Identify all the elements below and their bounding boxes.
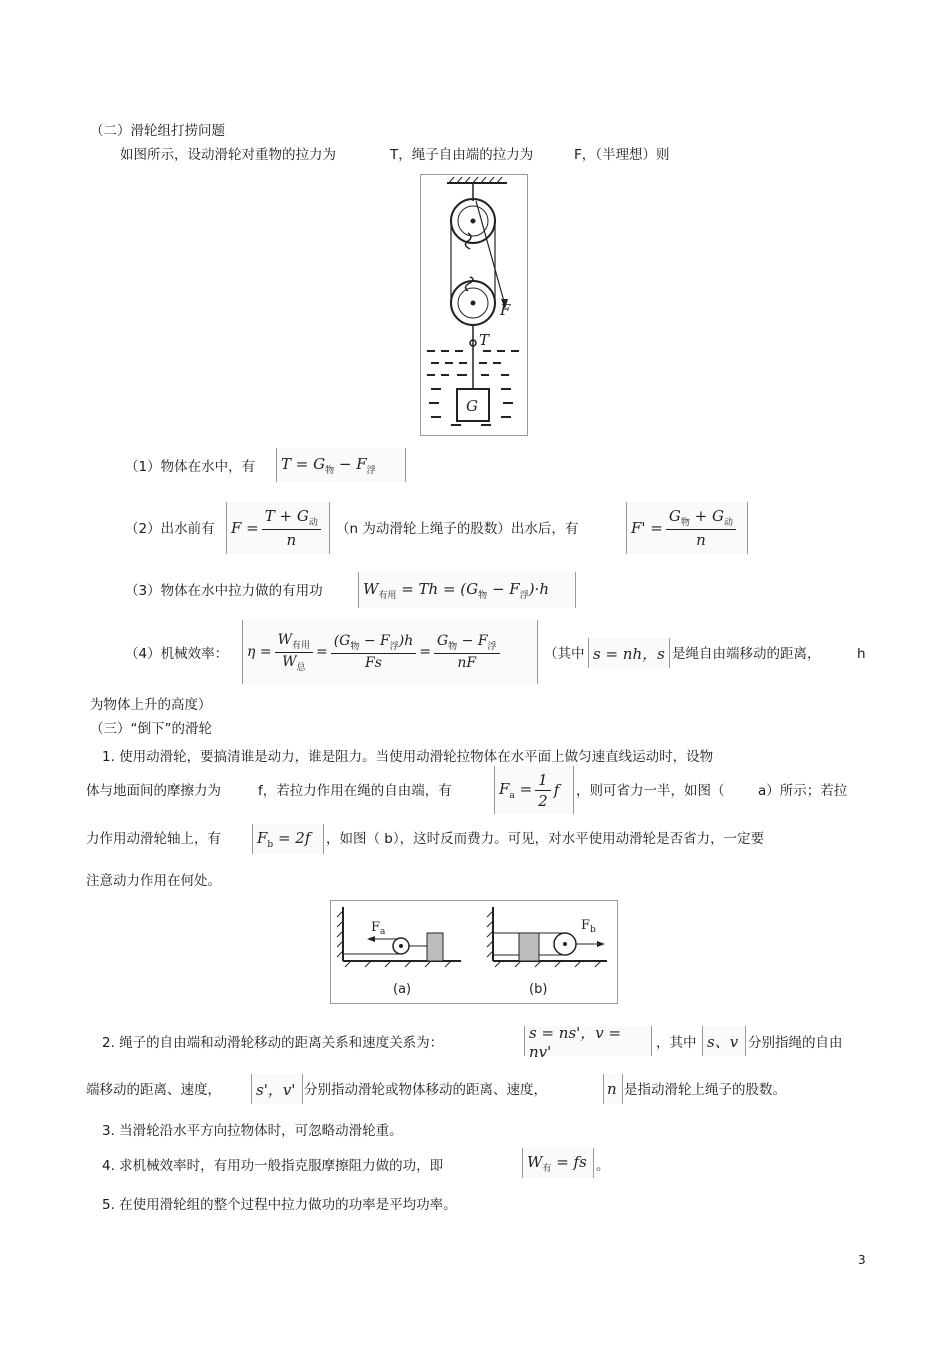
pulley-diagram (420, 174, 528, 436)
para-2-text-e: 分别指动滑轮或物体移动的距离、速度， (304, 1082, 547, 1098)
section-heading-3: （三）“倒下”的滑轮 (90, 721, 212, 737)
tension-t-label: T (479, 331, 490, 349)
formula-n: n (603, 1074, 623, 1104)
item-4-text-h: h (857, 646, 866, 662)
weight-g-label: G (466, 397, 478, 415)
formula-f-after: F' = $\frac{G_物 + G_动}{n}$ (626, 502, 748, 554)
block-b (519, 933, 539, 961)
formula-efficiency: η = $\frac{W_{有用}}{W_总}$ = $\frac{(G_物 - F_浮)h}{Fs}$ = $\frac{G_物 - F_浮}{nF}$ (242, 620, 538, 684)
page-number: 3 (858, 1253, 866, 1267)
item-2-text-b: （n 为动滑轮上绳子的股数）出水后，有 (336, 521, 579, 537)
formula-t-equals: $T = G_物 - F_浮$ (276, 448, 406, 482)
formula-fa-half: $F_a$ = $\frac{1}{2}$ f (494, 766, 574, 814)
para-2-text-d: 端移动的距离、速度， (86, 1082, 221, 1098)
item-4-text-e: 为物体上升的高度） (90, 697, 212, 713)
formula-s-v: s、v (702, 1026, 746, 1056)
intro-text-f: F，（半理想）则 (574, 147, 670, 163)
para-2-text-f: 是指动滑轮上绳子的股数。 (624, 1082, 786, 1098)
horizontal-pulley-figure (330, 900, 618, 1004)
para-1-text-b: 体与地面间的摩擦力为 (86, 783, 221, 799)
para-2-text-a: 2. 绳子的自由端和动滑轮移动的距离关系和速度关系为： (102, 1035, 444, 1051)
section-heading-2: （二）滑轮组打捞问题 (90, 123, 225, 139)
formula-fb-double: $F_b = 2f$ (252, 824, 324, 854)
force-b-label: $F_b$ (581, 918, 596, 935)
para-1-line-1: 1. 使用动滑轮，要搞清谁是动力，谁是阻力。当使用动滑轮拉物体在水平面上做匀速直线运动时，设物 (102, 749, 714, 765)
label-b: (b) (529, 982, 548, 997)
label-a: (a) (393, 982, 412, 997)
formula-useful-work: $W_{有用} = Th = (G_物 - F_浮)\cdot h$ (358, 572, 576, 608)
pulley-svg (421, 175, 527, 435)
item-1-text: （1）物体在水中，有 (125, 459, 256, 475)
item-4-text-c: 是绳自由端移动的距离， (672, 646, 821, 662)
para-1-text-e: a）所示；若拉 (758, 783, 848, 799)
horizontal-pulley-svg (331, 901, 617, 1003)
para-2-text-c: 分别指绳的自由 (748, 1035, 843, 1051)
item-2-text-a: （2）出水前有 (125, 521, 215, 537)
item-4-text-b: （其中 (544, 646, 585, 662)
formula-w-fs: $W_有$ = fs (522, 1148, 594, 1178)
item-3-text: （3）物体在水中拉力做的有用功 (125, 583, 323, 599)
intro-text-a: 如图所示，设动滑轮对重物的拉力为 (120, 147, 336, 163)
item-4-text: （4）机械效率： (125, 646, 229, 662)
para-1-text-g: ，如图（ b），这时反而费力。可见，对水平使用动滑轮是否省力，一定要 (326, 831, 765, 847)
formula-s-ns: s = ns'，v = nv' (524, 1026, 652, 1056)
force-f-label: F (500, 301, 511, 319)
formula-f-before: F = $\frac{T + G_动}{n}$ (226, 502, 330, 554)
formula-s-v-prime: s'，v' (251, 1074, 303, 1104)
para-4-text-b: 。 (596, 1158, 610, 1174)
para-5-text: 5. 在使用滑轮组的整个过程中拉力做功的功率是平均功率。 (102, 1197, 457, 1213)
para-1-text-f: 力作用动滑轮轴上，有 (86, 831, 221, 847)
force-a-label: $F_a$ (371, 920, 386, 937)
para-2-text-b: ，其中 (656, 1035, 697, 1051)
block-a (427, 933, 443, 961)
para-1-text-d: ，则可省力一半，如图（ (576, 783, 725, 799)
intro-text-t: T，绳子自由端的拉力为 (390, 147, 534, 163)
para-1-text-h: 注意动力作用在何处。 (86, 873, 221, 889)
formula-s-nh: s = nh，s (588, 638, 670, 668)
para-1-text-c: f，若拉力作用在绳的自由端，有 (258, 783, 452, 799)
para-3-text: 3. 当滑轮沿水平方向拉物体时，可忽略动滑轮重。 (102, 1123, 403, 1139)
para-4-text-a: 4. 求机械效率时，有用功一般指克服摩擦阻力做的功，即 (102, 1158, 444, 1174)
